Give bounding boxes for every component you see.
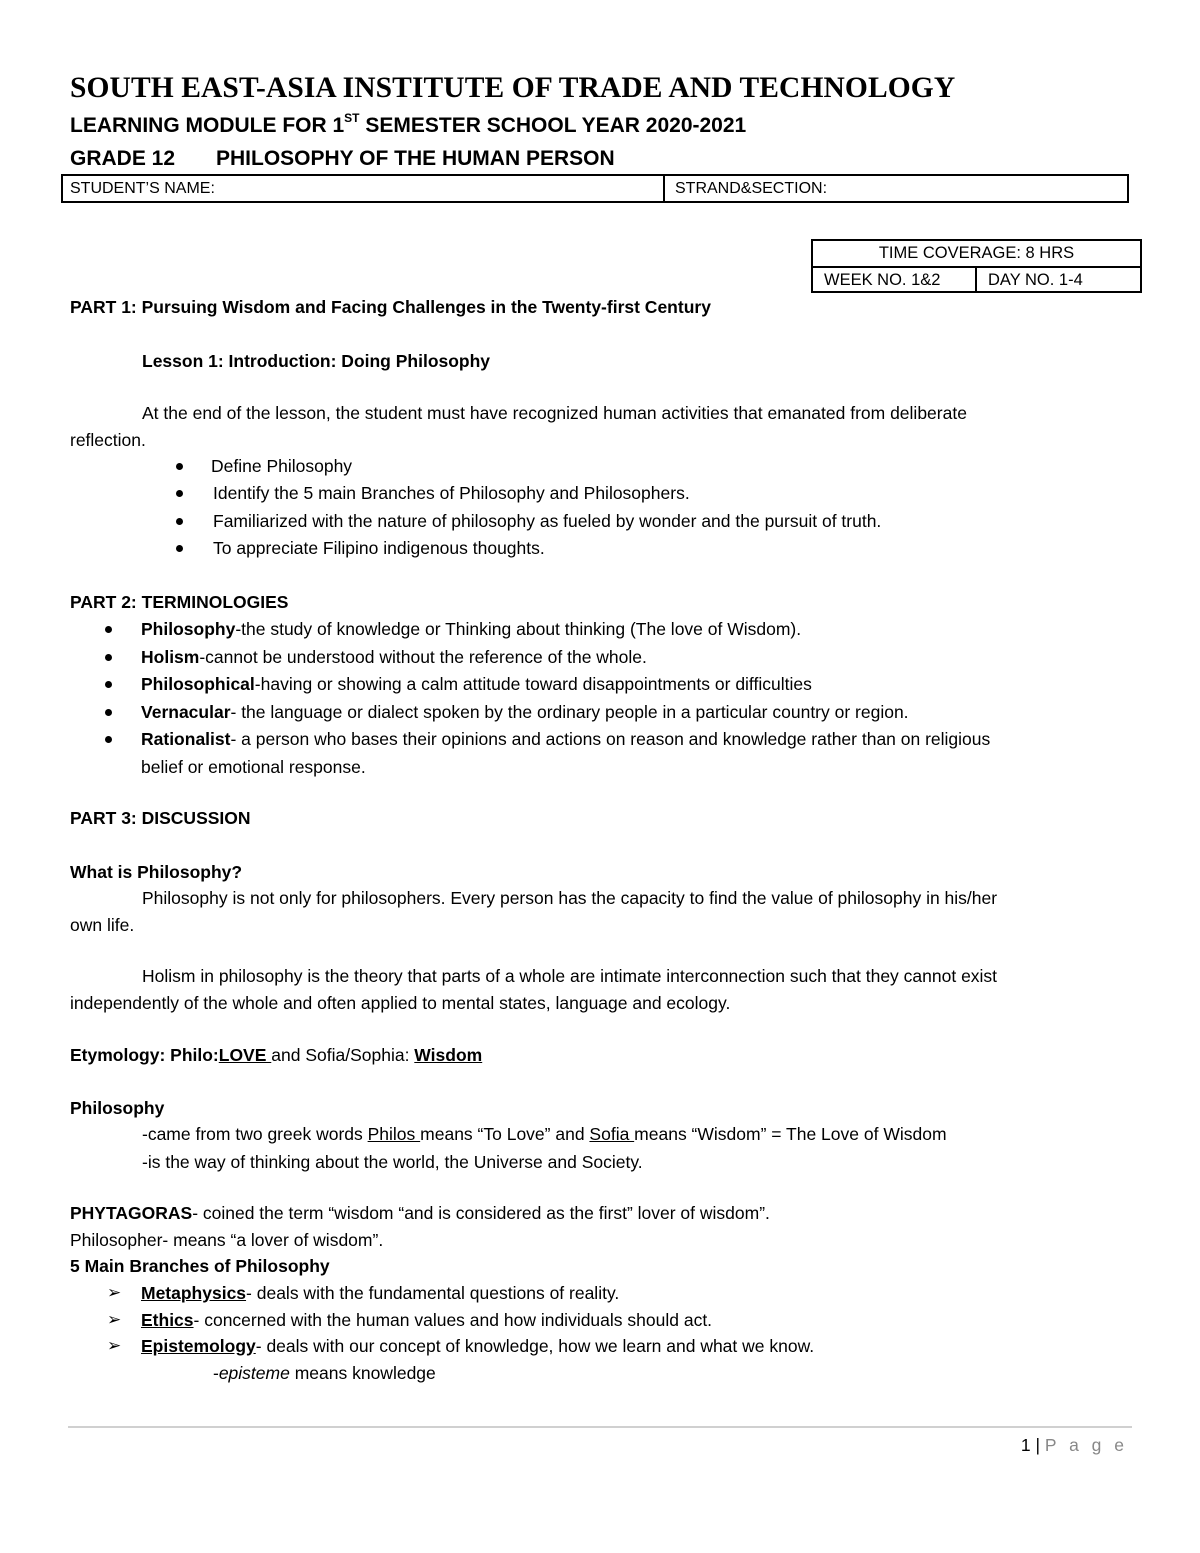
philosopher-line: Philosopher- means “a lover of wisdom”. (70, 1230, 384, 1250)
bullet-icon (105, 736, 112, 743)
term-item: Holism-cannot be understood without the reference of the whole. (141, 647, 647, 667)
time-coverage-table (811, 239, 1142, 293)
term-item: Philosophy-the study of knowledge or Thinking about thinking (The love of Wisdom). (141, 619, 802, 639)
branches-heading: 5 Main Branches of Philosophy (70, 1256, 330, 1276)
philosophy-heading: Philosophy (70, 1098, 165, 1118)
arrow-bullet-icon: ➢ (107, 1336, 122, 1355)
paragraph-cont: independently of the whole and often applied to mental states, language and ecology. (70, 993, 731, 1013)
term-item-cont: belief or emotional response. (141, 757, 366, 777)
student-name-field[interactable]: STUDENT’S NAME: (63, 176, 665, 201)
bullet-icon (176, 518, 183, 525)
intro-text: At the end of the lesson, the student must have recognized human activities that emanated from deliberate (142, 403, 967, 423)
bullet-icon (176, 545, 183, 552)
bullet-icon (176, 490, 183, 497)
etymology-line: Etymology: Philo:LOVE and Sofia/Sophia: Wisdom (70, 1045, 483, 1065)
what-is-philosophy-heading: What is Philosophy? (70, 862, 243, 882)
day-number: DAY NO. 1-4 (988, 271, 1083, 289)
branch-item: Ethics- concerned with the human values and how individuals should act. (141, 1310, 713, 1330)
arrow-bullet-icon: ➢ (107, 1283, 122, 1302)
bullet-icon (105, 626, 112, 633)
part3-title: PART 3: DISCUSSION (70, 808, 251, 828)
term-item: Philosophical-having or showing a calm attitude toward disappointments or difficulties (141, 674, 812, 694)
objective-item: To appreciate Filipino indigenous thoughts. (213, 538, 545, 558)
week-number: WEEK NO. 1&2 (813, 268, 977, 293)
bullet-icon (105, 709, 112, 716)
lesson-title: Lesson 1: Introduction: Doing Philosophy (142, 351, 491, 371)
origin-line: -came from two greek words Philos means “To Love” and Sofia means “Wisdom” = The Love of Wisdom (142, 1124, 947, 1144)
institution-title: SOUTH EAST-ASIA INSTITUTE OF TRADE AND TECHNOLOGY (70, 72, 956, 104)
paragraph-cont: own life. (70, 915, 135, 935)
paragraph: Holism in philosophy is the theory that parts of a whole are intimate interconnection such that they cannot exist (142, 966, 998, 986)
intro-text-cont: reflection. (70, 430, 146, 450)
time-coverage: TIME COVERAGE: 8 HRS (813, 241, 1140, 268)
part1-title: PART 1: Pursuing Wisdom and Facing Challenges in the Twenty-first Century (70, 297, 711, 317)
objective-item: Define Philosophy (211, 456, 353, 476)
phytagoras-line: PHYTAGORAS- coined the term “wisdom “and is considered as the first” lover of wisdom”. (70, 1203, 770, 1223)
bullet-icon (176, 463, 183, 470)
term-item: Rationalist- a person who bases their opinions and actions on reason and knowledge rather than on religious (141, 729, 991, 749)
way-of-thinking-line: -is the way of thinking about the world, the Universe and Society. (142, 1152, 643, 1172)
part2-title: PART 2: TERMINOLOGIES (70, 592, 289, 612)
strand-section-field[interactable]: STRAND&SECTION: (675, 180, 828, 197)
grade-label: GRADE 12 (70, 147, 176, 170)
term-item: Vernacular- the language or dialect spoken by the ordinary people in a particular country or region. (141, 702, 909, 722)
episteme-note: -episteme means knowledge (213, 1363, 436, 1383)
subject-title: PHILOSOPHY OF THE HUMAN PERSON (216, 147, 615, 170)
module-title: LEARNING MODULE FOR 1ST SEMESTER SCHOOL YEAR 2020-2021 (70, 111, 747, 137)
objective-item: Identify the 5 main Branches of Philosophy and Philosophers. (213, 483, 690, 503)
arrow-bullet-icon: ➢ (107, 1310, 122, 1329)
objective-item: Familiarized with the nature of philosophy as fueled by wonder and the pursuit of truth. (213, 511, 882, 531)
paragraph: Philosophy is not only for philosophers. Every person has the capacity to find the value of philosophy in his/her (142, 888, 998, 908)
student-info-table (61, 174, 1129, 203)
bullet-icon (105, 681, 112, 688)
branch-item: Epistemology- deals with our concept of knowledge, how we learn and what we know. (141, 1336, 815, 1356)
footer-divider (68, 1426, 1132, 1428)
bullet-icon (105, 654, 112, 661)
page-number: 1 | P a g e (1020, 1435, 1128, 1455)
branch-item: Metaphysics- deals with the fundamental questions of reality. (141, 1283, 620, 1303)
